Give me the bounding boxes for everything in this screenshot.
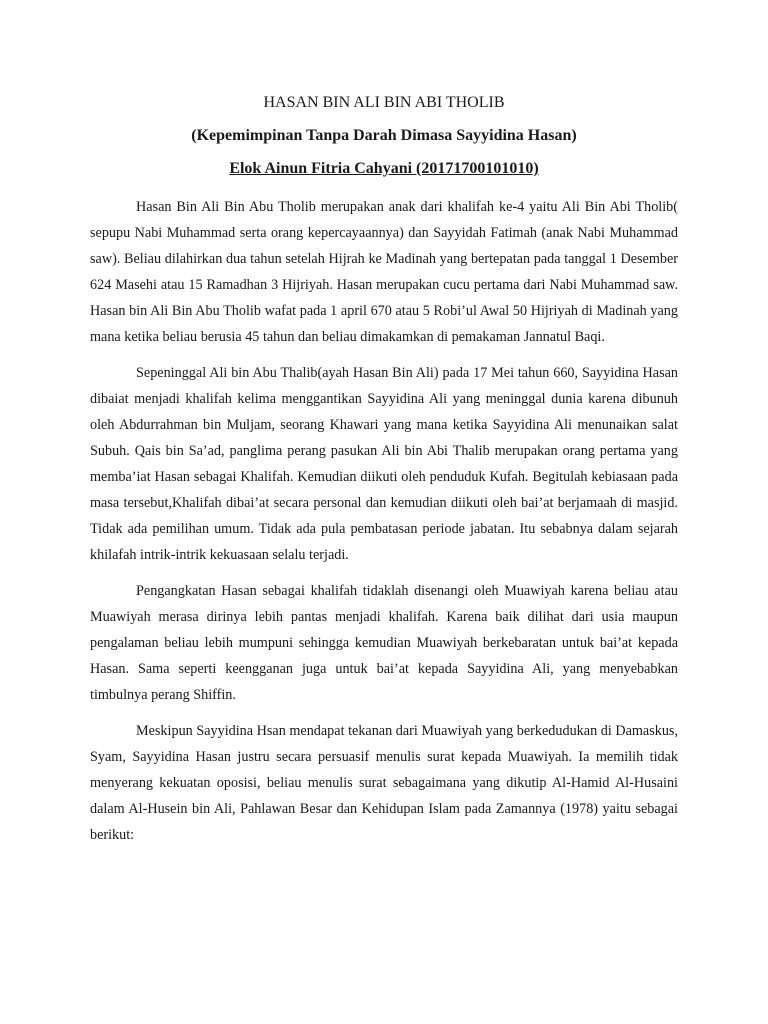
author-name: Elok Ainun Fitria Cahyani (20171700101010) bbox=[229, 160, 539, 177]
paragraph-4: Meskipun Sayyidina Hsan mendapat tekanan dari Muawiyah yang berkedudukan di Damaskus, Syam, Sayyidina Hasan justru secara persuasif menulis surat kepada Muawiyah. Ia memilih tidak menyerang kekuatan oposisi, beliau menulis surat sebagaimana yang dikutip Al-Hamid Al-Husaini dalam Al-Husein bin Ali, Pahlawan Besar dan Kehidupan Islam pada Zamannya (1978) yaitu sebagai berikut: bbox=[90, 723, 678, 843]
document-subtitle: (Kepemimpinan Tanpa Darah Dimasa Sayyidina Hasan) bbox=[191, 127, 577, 144]
paragraph-1: Hasan Bin Ali Bin Abu Tholib merupakan anak dari khalifah ke-4 yaitu Ali Bin Abi Tholib( sepupu Nabi Muhammad serta orang kepercayaannya) dan Sayyidah Fatimah (anak Nabi Muhammad saw). Beliau dilahirkan dua tahun setelah Hijrah ke Madinah yang bertepatan pada tanggal 1 Desember 624 Masehi atau 15 Ramadhan 3 Hijriyah. Hasan merupakan cucu pertama dari Nabi Muhammad saw. Hasan bin Ali Bin Abu Tholib wafat pada 1 april 670 atau 5 Robi’ul Awal 50 Hijriyah di Madinah yang mana ketika beliau berusia 45 tahun dan beliau dimakamkan di pemakaman Jannatul Baqi. bbox=[90, 199, 678, 345]
paragraph-3: Pengangkatan Hasan sebagai khalifah tidaklah disenangi oleh Muawiyah karena beliau atau Muawiyah merasa dirinya lebih pantas menjadi khalifah. Karena baik dilihat dari usia maupun pengalaman beliau lebih mumpuni sehingga kemudian Muawiyah berkebaratan untuk bai’at kepada Hasan. Sama seperti keengganan juga untuk bai’at kepada Sayyidina Ali, yang menyebabkan timbulnya perang Shiffin. bbox=[90, 583, 678, 703]
document-page bbox=[90, 90, 678, 848]
document-title: HASAN BIN ALI BIN ABI THOLIB bbox=[263, 94, 505, 111]
paragraph-2: Sepeninggal Ali bin Abu Thalib(ayah Hasan Bin Ali) pada 17 Mei tahun 660, Sayyidina Hasan dibaiat menjadi khalifah kelima menggantikan Sayyidina Ali yang meninggal dunia karena dibunuh oleh Abdurrahman bin Muljam, seorang Khawari yang mana ketika Sayyidina Ali menunaikan salat Subuh. Qais bin Sa’ad, panglima perang pasukan Ali bin Abi Thalib merupakan orang pertama yang memba’iat Hasan sebagai Khalifah. Kemudian diikuti oleh penduduk Kufah. Begitulah kebiasaan pada masa tersebut,Khalifah dibai’at secara personal dan kemudian diikuti oleh bai’at berjamaah di masjid. Tidak ada pemilihan umum. Tidak ada pula pembatasan periode jabatan. Itu sebabnya dalam sejarah khilafah intrik-intrik kekuasaan selalu terjadi. bbox=[90, 365, 678, 563]
author-line bbox=[90, 156, 678, 182]
